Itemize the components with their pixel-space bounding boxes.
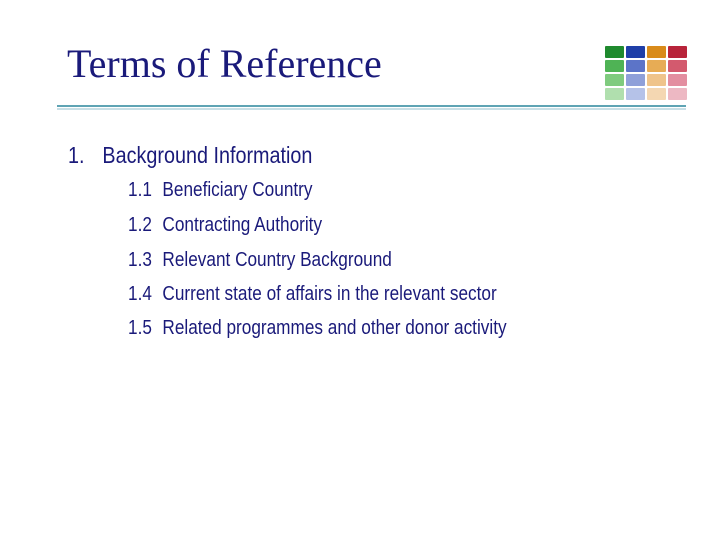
logo-square (647, 60, 666, 72)
list-item (128, 281, 497, 307)
logo-square (626, 88, 645, 100)
logo-square (668, 46, 687, 58)
item-label: Current state of affairs in the relevant sector (162, 283, 497, 305)
logo-square (605, 60, 624, 72)
list-item (128, 177, 312, 203)
logo-square (668, 88, 687, 100)
section-label: Background Information (102, 142, 313, 168)
logo-square (626, 46, 645, 58)
section-number: 1. (68, 142, 85, 168)
item-label: Related programmes and other donor activity (162, 317, 507, 339)
list-item (128, 212, 322, 238)
list-item (128, 315, 507, 341)
list-item (128, 247, 392, 273)
divider-line (57, 105, 686, 107)
logo-square (605, 46, 624, 58)
logo-square (647, 46, 666, 58)
item-label: Relevant Country Background (162, 249, 392, 271)
logo-square (647, 74, 666, 86)
item-number: 1.5 (128, 317, 152, 339)
item-label: Contracting Authority (162, 214, 323, 236)
logo-square (626, 74, 645, 86)
item-number: 1.2 (128, 214, 152, 236)
item-number: 1.4 (128, 283, 152, 305)
logo-grid-icon (605, 46, 689, 102)
logo-square (668, 60, 687, 72)
divider-line-light (57, 108, 686, 110)
logo-square (668, 74, 687, 86)
item-number: 1.3 (128, 249, 152, 271)
logo-square (605, 74, 624, 86)
logo-square (605, 88, 624, 100)
slide-title: Terms of Reference (67, 41, 382, 86)
logo-square (647, 88, 666, 100)
section-heading (68, 140, 312, 170)
item-label: Beneficiary Country (162, 179, 313, 201)
logo-square (626, 60, 645, 72)
item-number: 1.1 (128, 179, 152, 201)
